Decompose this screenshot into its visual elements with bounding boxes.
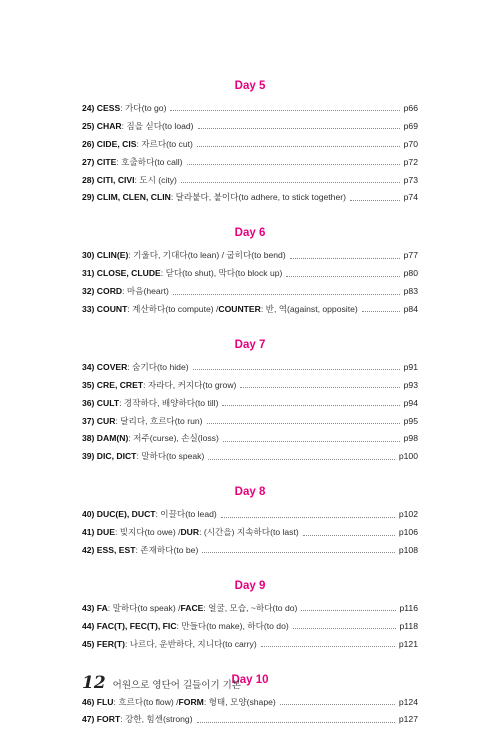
entry-page-number: p84 bbox=[403, 304, 418, 315]
toc-entry[interactable] bbox=[82, 283, 418, 301]
entry-gloss: : 짐을 싣다(to load) bbox=[121, 120, 194, 131]
entry-term: 36) CULT bbox=[82, 397, 120, 408]
entry-gloss: : 저주(curse), 손실(loss) bbox=[128, 433, 219, 444]
dot-leader bbox=[198, 128, 400, 129]
toc-entry[interactable] bbox=[82, 118, 418, 136]
entry-term: COUNTER bbox=[218, 304, 261, 315]
entry-gloss: : 빚지다(to owe) / bbox=[114, 527, 181, 538]
day-heading: Day 7 bbox=[234, 338, 266, 351]
toc-entry[interactable] bbox=[82, 100, 418, 118]
dot-leader bbox=[280, 704, 395, 705]
entry-term: 37) CUR bbox=[82, 415, 116, 426]
entry-gloss: : 만들다(to make), 하다(to do) bbox=[176, 620, 289, 631]
entry-gloss: : 말하다(to speak) bbox=[136, 451, 205, 462]
entry-gloss: : 마음(heart) bbox=[122, 286, 169, 297]
dot-leader bbox=[173, 294, 400, 295]
entry-gloss: : 자르다(to cut) bbox=[136, 138, 193, 149]
toc-entry[interactable] bbox=[82, 542, 418, 560]
entry-term: FACE bbox=[180, 602, 204, 613]
dot-leader bbox=[290, 258, 400, 259]
dot-leader bbox=[362, 311, 400, 312]
entry-gloss: : 도시 (city) bbox=[134, 174, 177, 185]
entry-gloss: : 존재하다(to be) bbox=[135, 545, 199, 556]
entry-term: 40) DUC(E), DUCT bbox=[82, 509, 156, 520]
dot-leader bbox=[301, 610, 395, 611]
day-section bbox=[82, 578, 418, 654]
toc-entry[interactable] bbox=[82, 636, 418, 654]
entry-term: 35) CRE, CRET bbox=[82, 379, 144, 390]
entry-page-number: p106 bbox=[398, 527, 418, 538]
toc-entry[interactable] bbox=[82, 430, 418, 448]
entry-term: 29) CLIM, CLEN, CLIN bbox=[82, 192, 171, 203]
day-heading: Day 5 bbox=[234, 80, 266, 92]
entry-page-number: p100 bbox=[398, 451, 418, 462]
entry-page-number: p83 bbox=[403, 286, 418, 297]
dot-leader bbox=[170, 110, 399, 111]
entry-page-number: p69 bbox=[403, 120, 418, 131]
entry-page-number: p77 bbox=[403, 250, 418, 261]
toc-entry[interactable] bbox=[82, 359, 418, 377]
toc-entry[interactable] bbox=[82, 154, 418, 172]
dot-leader bbox=[208, 459, 395, 460]
entry-gloss: : 가다(to go) bbox=[120, 103, 167, 113]
toc-entry[interactable] bbox=[82, 247, 418, 265]
entry-gloss: : 닫다(to shut), 막다(to block up) bbox=[160, 268, 283, 279]
day-section bbox=[82, 78, 418, 207]
entry-gloss: : 경작하다, 배양하다(to till) bbox=[119, 397, 219, 408]
day-section bbox=[82, 225, 418, 319]
toc-entry[interactable] bbox=[82, 136, 418, 154]
entry-page-number: p127 bbox=[398, 714, 418, 725]
entry-page-number: p102 bbox=[398, 509, 418, 520]
dot-leader bbox=[202, 552, 395, 553]
day-section bbox=[82, 337, 418, 466]
entry-page-number: p74 bbox=[403, 192, 418, 203]
entry-gloss: : 형태, 모양(shape) bbox=[203, 696, 276, 707]
dot-leader bbox=[303, 535, 395, 536]
day-heading: Day 8 bbox=[234, 486, 266, 499]
dot-leader bbox=[197, 722, 395, 723]
entry-page-number: p72 bbox=[403, 156, 418, 167]
entry-page-number: p70 bbox=[403, 138, 418, 149]
entry-term: 47) FORT bbox=[82, 714, 121, 725]
entry-gloss: : 강한, 힘센(strong) bbox=[120, 714, 193, 725]
entry-gloss: : 자라다, 커지다(to grow) bbox=[143, 379, 237, 390]
entry-term: 30) CLIN(E) bbox=[82, 250, 129, 261]
toc-entry[interactable] bbox=[82, 377, 418, 395]
entry-term: 43) FA bbox=[82, 602, 108, 613]
entry-term: 42) ESS, EST bbox=[82, 545, 136, 556]
entry-page-number: p124 bbox=[398, 696, 418, 707]
book-title: 어원으로 영단어 길들이기 기본 bbox=[112, 680, 242, 691]
toc-entry[interactable] bbox=[82, 506, 418, 524]
entry-page-number: p116 bbox=[399, 602, 418, 613]
dot-leader bbox=[240, 387, 399, 388]
entry-gloss: : 호출하다(to call) bbox=[116, 156, 183, 167]
toc-entry[interactable] bbox=[82, 711, 418, 729]
toc-entry[interactable] bbox=[82, 172, 418, 190]
toc-entry[interactable] bbox=[82, 448, 418, 466]
entry-gloss: : 나르다, 운반하다, 지니다(to carry) bbox=[124, 638, 257, 649]
toc-entry[interactable] bbox=[82, 395, 418, 413]
dot-leader bbox=[197, 146, 400, 147]
entry-term: 33) COUNT bbox=[82, 304, 128, 315]
entry-page-number: p108 bbox=[398, 545, 418, 556]
dot-leader bbox=[193, 369, 400, 370]
dot-leader bbox=[222, 405, 399, 406]
entry-term: 41) DUE bbox=[82, 527, 115, 538]
entry-gloss: : (시간을) 지속하다(to last) bbox=[199, 527, 299, 538]
dot-leader bbox=[221, 517, 395, 518]
entry-term: DUR bbox=[180, 527, 200, 538]
day-heading: Day 6 bbox=[234, 227, 266, 240]
entry-term: 45) FER(T) bbox=[82, 638, 125, 649]
entry-term: 25) CHAR bbox=[82, 120, 122, 131]
entry-page-number: p66 bbox=[403, 103, 418, 113]
toc-entry[interactable] bbox=[82, 694, 418, 712]
dot-leader bbox=[207, 423, 400, 424]
entry-term: 46) FLU bbox=[82, 696, 114, 707]
dot-leader bbox=[286, 276, 399, 277]
entry-gloss: : 이끌다(to lead) bbox=[155, 509, 217, 520]
toc-entry[interactable] bbox=[82, 618, 418, 636]
entry-page-number: p73 bbox=[403, 174, 418, 185]
entry-page-number: p80 bbox=[403, 268, 418, 279]
entry-term: 27) CITE bbox=[82, 156, 117, 167]
toc-entry[interactable] bbox=[82, 301, 418, 319]
entry-gloss: : 숨기다(to hide) bbox=[127, 361, 189, 372]
day-section bbox=[82, 484, 418, 560]
entry-gloss: : 반, 역(against, opposite) bbox=[260, 304, 358, 315]
dot-leader bbox=[187, 164, 400, 165]
page-footer bbox=[82, 673, 241, 693]
entry-term: 44) FAC(T), FEC(T), FIC bbox=[82, 620, 177, 631]
entry-gloss: : 달라붙다, 붙이다(to adhere, to stick together) bbox=[170, 192, 346, 203]
dot-leader bbox=[223, 441, 400, 442]
entry-term: 38) DAM(N) bbox=[82, 433, 129, 444]
entry-page-number: p94 bbox=[403, 397, 418, 408]
entry-term: 28) CITI, CIVI bbox=[82, 174, 135, 185]
day-heading: Day 9 bbox=[234, 579, 266, 592]
table-of-contents bbox=[82, 78, 418, 747]
entry-gloss: : 흐르다(to flow) / bbox=[113, 696, 179, 707]
toc-entry[interactable] bbox=[82, 413, 418, 431]
toc-entry[interactable] bbox=[82, 524, 418, 542]
dot-leader bbox=[293, 628, 396, 629]
dot-leader bbox=[350, 200, 400, 201]
entry-gloss: : 말하다(to speak) / bbox=[107, 602, 181, 613]
dot-leader bbox=[261, 646, 395, 647]
entry-term: FORM bbox=[178, 696, 204, 707]
entry-page-number: p121 bbox=[398, 638, 418, 649]
entry-term: 32) CORD bbox=[82, 286, 123, 297]
entry-term: 31) CLOSE, CLUDE bbox=[82, 268, 161, 279]
toc-entry[interactable] bbox=[82, 189, 418, 207]
entry-term: 24) CESS bbox=[82, 103, 121, 113]
toc-entry[interactable] bbox=[82, 600, 418, 618]
entry-gloss: : 얼굴, 모습, ~하다(to do) bbox=[203, 602, 298, 613]
page-number: 12 bbox=[82, 673, 106, 693]
entry-page-number: p98 bbox=[403, 433, 418, 444]
entry-page-number: p118 bbox=[399, 620, 418, 631]
day-heading: Day 10 bbox=[231, 673, 269, 686]
entry-page-number: p91 bbox=[403, 361, 418, 372]
entry-term: 39) DIC, DICT bbox=[82, 451, 137, 462]
entry-page-number: p95 bbox=[403, 415, 418, 426]
toc-entry[interactable] bbox=[82, 265, 418, 283]
entry-gloss: : 기울다, 기대다(to lean) / 굽히다(to bend) bbox=[128, 250, 286, 261]
entry-gloss: : 달리다, 흐르다(to run) bbox=[115, 415, 203, 426]
dot-leader bbox=[181, 182, 400, 183]
entry-term: 34) COVER bbox=[82, 361, 128, 372]
entry-term: 26) CIDE, CIS bbox=[82, 138, 137, 149]
entry-page-number: p93 bbox=[403, 379, 418, 390]
entry-gloss: : 계산하다(to compute) / bbox=[127, 304, 219, 315]
